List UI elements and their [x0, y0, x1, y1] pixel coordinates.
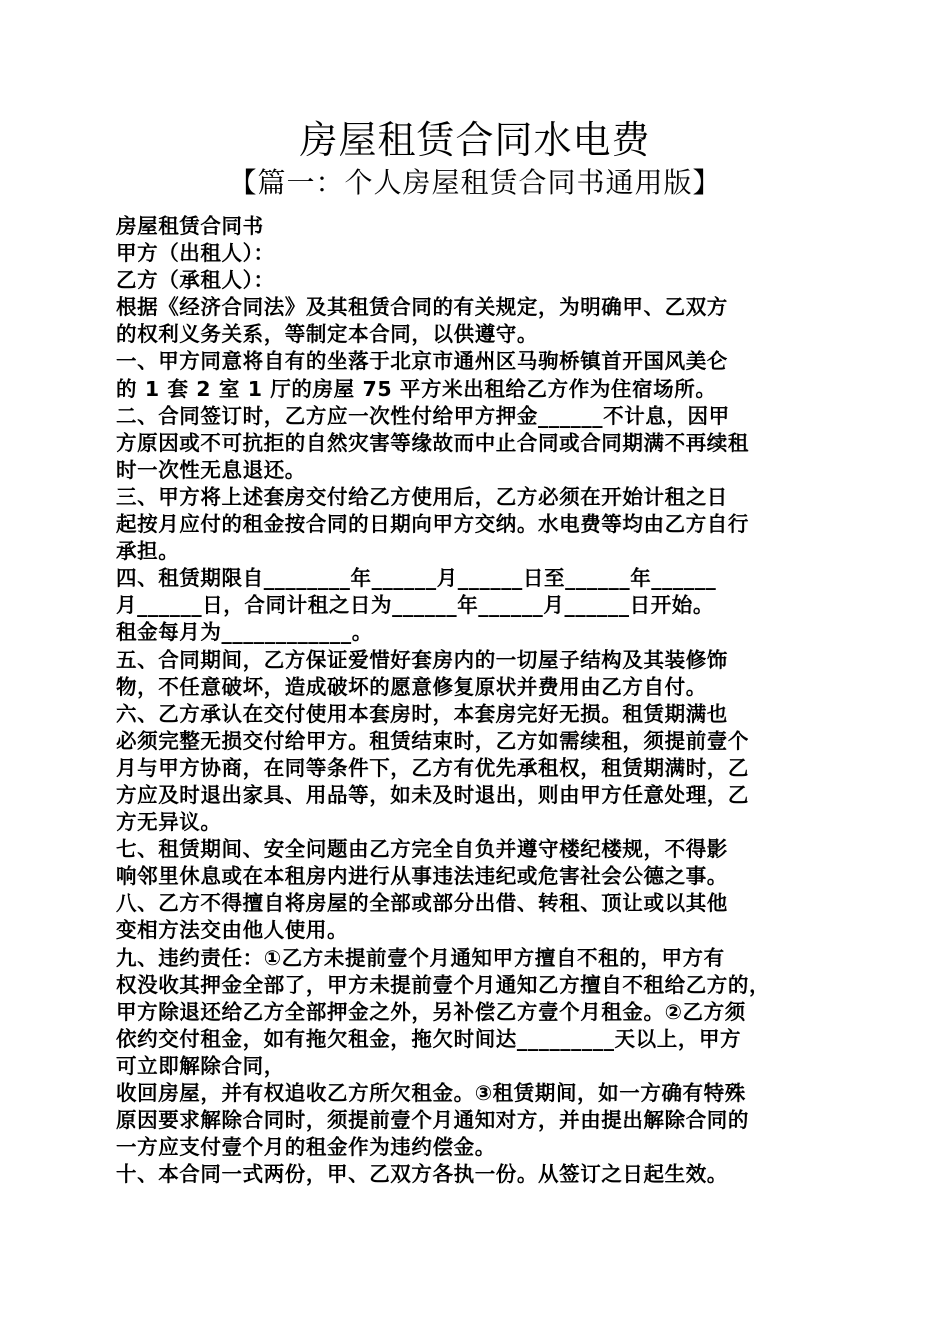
text-line: 十、本合同一式两份，甲、乙双方各执一份。从签订之日起生效。	[116, 1162, 728, 1187]
text-line: 可立即解除合同，	[116, 1053, 285, 1078]
text-line: 收回房屋，并有权追收乙方所欠租金。③租赁期间，如一方确有特殊	[116, 1081, 746, 1105]
text-line: 响邻里休息或在本租房内进行从事违法违纪或危害社会公德之事。	[116, 864, 728, 889]
text-line: 九、违约责任：①乙方未提前壹个月通知甲方擅自不租的，甲方有	[116, 945, 725, 970]
text-line: 八、乙方不得擅自将房屋的全部或部分出借、转租、顶让或以其他	[116, 891, 728, 916]
text-line: 原因要求解除合同时，须提前壹个月通知对方，并由提出解除合同的	[116, 1108, 749, 1133]
document-subtitle: 【篇一：个人房屋租赁合同书通用版】	[228, 166, 722, 199]
text-line: 变相方法交由他人使用。	[116, 918, 349, 943]
text-line: 承担。	[116, 539, 180, 564]
text-line: 房屋租赁合同书	[116, 214, 264, 238]
text-line: 租金每月为____________。	[116, 620, 373, 645]
text-line: 甲方除退还给乙方全部押金之外，另补偿乙方壹个月租金。②乙方须	[116, 999, 746, 1024]
text-line: 二、合同签订时，乙方应一次性付给甲方押金______不计息，因甲	[116, 403, 730, 428]
text-line: 时一次性无息退还。	[116, 457, 306, 482]
text-line: 月______日，合同计租之日为______年______月______日开始。	[116, 593, 714, 618]
text-line: 月与甲方协商，在同等条件下，乙方有优先承租权，租赁期满时，乙	[116, 755, 749, 780]
text-line: 的 1 套 2 室 1 厅的房屋 75 平方米出租给乙方作为住宿场所。	[116, 376, 717, 401]
text-line: 权没收其押金全部了，甲方未提前壹个月通知乙方擅自不租给乙方的，	[116, 972, 771, 997]
text-line: 方无异议。	[116, 810, 222, 835]
text-line: 方原因或不可抗拒的自然灾害等缘故而中止合同或合同期满不再续租	[116, 430, 749, 455]
text-line: 的权利义务关系，等制定本合同，以供遵守。	[116, 322, 538, 347]
text-line: 依约交付租金，如有拖欠租金，拖欠时间达_________天以上，甲方	[116, 1026, 742, 1051]
text-line: 物，不任意破坏，造成破坏的愿意修复原状并费用由乙方自付。	[116, 674, 707, 699]
text-line: 一、甲方同意将自有的坐落于北京市通州区马驹桥镇首开国风美仑	[116, 349, 728, 374]
text-line: 五、合同期间，乙方保证爱惜好套房内的一切屋子结构及其装修饰	[116, 647, 728, 672]
text-line: 甲方（出租人）：	[116, 241, 275, 266]
text-line: 四、租赁期限自________年______月______日至______年______	[116, 566, 717, 591]
text-line: 一方应支付壹个月的租金作为违约偿金。	[116, 1135, 496, 1160]
text-line: 三、甲方将上述套房交付给乙方使用后，乙方必须在开始计租之日	[116, 484, 728, 509]
document-title: 房屋租赁合同水电费	[299, 118, 651, 162]
text-line: 必须完整无损交付给甲方。租赁结束时，乙方如需续租，须提前壹个	[116, 728, 749, 753]
contract-body	[116, 213, 842, 1188]
text-line: 乙方（承租人）：	[116, 268, 275, 293]
text-line: 起按月应付的租金按合同的日期向甲方交纳。水电费等均由乙方自行	[116, 512, 749, 537]
text-line: 六、乙方承认在交付使用本套房时，本套房完好无损。租赁期满也	[116, 701, 728, 726]
text-line: 七、租赁期间、安全问题由乙方完全自负并遵守楼纪楼规，不得影	[116, 837, 728, 862]
text-line: 方应及时退出家具、用品等，如未及时退出，则由甲方任意处理，乙	[116, 782, 749, 807]
text-line: 根据《经济合同法》及其租赁合同的有关规定，为明确甲、乙双方	[116, 295, 728, 320]
